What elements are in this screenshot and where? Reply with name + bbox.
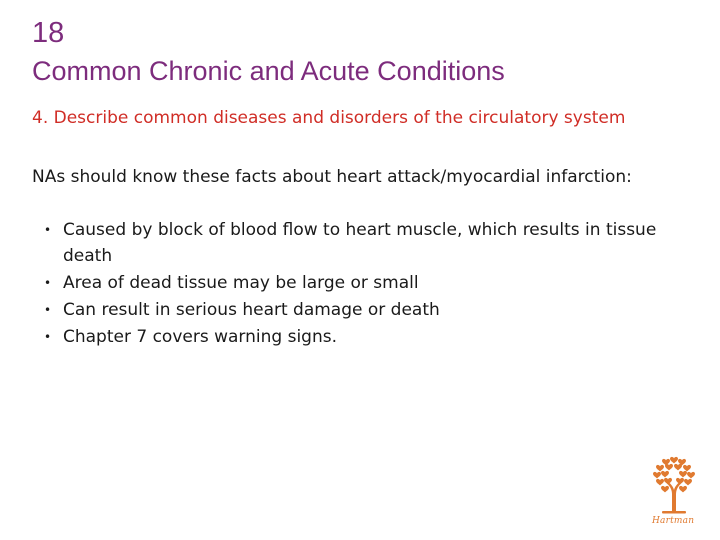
- publisher-logo-text: Hartman: [652, 516, 695, 526]
- chapter-number: 18: [32, 17, 65, 49]
- chapter-title: Common Chronic and Acute Conditions: [32, 56, 505, 86]
- bullet-dot: •: [44, 330, 52, 344]
- bullet-text: Area of dead tissue may be large or small: [63, 273, 419, 293]
- heart-tree-icon: [640, 456, 712, 516]
- bullet-item: [42, 297, 682, 324]
- bullet-dot: •: [44, 303, 52, 317]
- bullet-dot: •: [44, 276, 52, 290]
- bullet-text: Caused by block of blood flow to heart muscle, which results in tissue death: [63, 220, 657, 266]
- bullet-item: [42, 324, 682, 351]
- bullet-item: [42, 270, 682, 297]
- bullet-dot: •: [44, 223, 52, 237]
- bullet-text: Can result in serious heart damage or death: [63, 300, 440, 320]
- bullet-item: [42, 217, 682, 269]
- learning-objective: 4. Describe common diseases and disorders of the circulatory system: [32, 108, 626, 128]
- intro-text: NAs should know these facts about heart attack/myocardial infarction:: [32, 167, 632, 187]
- bullet-list: [42, 217, 682, 351]
- bullet-text: Chapter 7 covers warning signs.: [63, 327, 337, 347]
